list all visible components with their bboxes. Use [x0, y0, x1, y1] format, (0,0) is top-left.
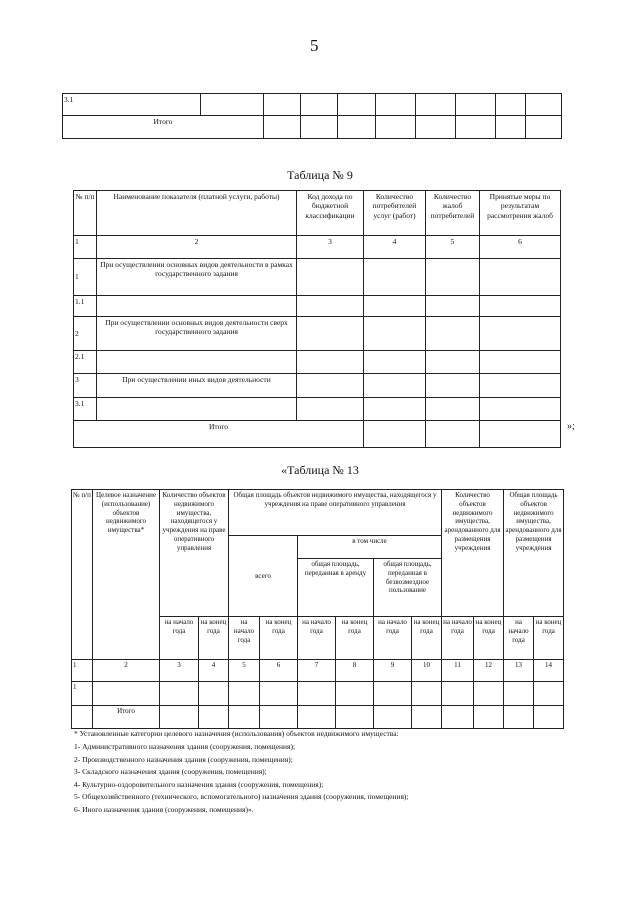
table-row: [74, 398, 561, 421]
col-number: 1: [72, 660, 93, 682]
col-number: 12: [474, 660, 504, 682]
row-number: 1.1: [74, 296, 97, 317]
header-count: Количество объектов недвижимого имущества, находящегося у учреждения на праве оперативного управления: [160, 490, 229, 617]
header-end: на конец года: [260, 617, 298, 660]
row-name: При осуществлении основных видов деятельности в рамках государственного задания: [97, 259, 297, 296]
col-number: 1: [74, 236, 97, 259]
total-label: Итого: [74, 421, 364, 448]
table-row: [72, 682, 564, 706]
col-number: 3: [297, 236, 364, 259]
header-free-use: общая площадь, переданная в безвозмездное пользование: [374, 559, 442, 617]
row-number: 2: [74, 317, 97, 351]
table13-title: «Таблица № 13: [281, 463, 359, 477]
row-number: 2.1: [74, 351, 97, 374]
row-name: [97, 398, 297, 421]
col-number: 13: [504, 660, 534, 682]
col-number: 7: [298, 660, 336, 682]
footnote: 2- Производственного назначения здания (сооружения, помещения);: [74, 755, 293, 764]
col-number: 9: [374, 660, 412, 682]
header-end: на конец года: [412, 617, 442, 660]
row-name: [97, 351, 297, 374]
header-start: на начало года: [442, 617, 474, 660]
header-end: на конец года: [336, 617, 374, 660]
header-code: Код дохода по бюджетной классификации: [297, 191, 364, 236]
header-measures: Принятые меры по результатам рассмотрения жалоб: [480, 191, 561, 236]
header-end: на конец года: [199, 617, 229, 660]
col-number: 6: [260, 660, 298, 682]
header-start: на начало года: [374, 617, 412, 660]
row-name: При осуществлении иных видов деятельности: [97, 374, 297, 398]
row-name: При осуществлении основных видов деятельности сверх государственного задания: [97, 317, 297, 351]
col-number: 11: [442, 660, 474, 682]
col-number: 14: [534, 660, 564, 682]
row-name: [97, 296, 297, 317]
col-number: 5: [426, 236, 480, 259]
header-complaints: Количество жалоб потребителей: [426, 191, 480, 236]
header-num: № п/п: [74, 191, 97, 236]
header-total: всего: [229, 536, 298, 617]
header-end: на конец года: [474, 617, 504, 660]
table-9: [73, 190, 561, 448]
header-consumers: Количество потребителей услуг (работ): [364, 191, 426, 236]
col-number: 6: [480, 236, 561, 259]
table-row: [74, 317, 561, 351]
header-end: на конец года: [534, 617, 564, 660]
footnote: 3- Складского назначения здания (сооружения, помещения);: [74, 767, 267, 776]
row-number: 1: [72, 682, 93, 706]
header-start: на начало года: [504, 617, 534, 660]
total-label: Итого: [93, 706, 160, 729]
header-area: Общая площадь объектов недвижимого имущества, находящегося у учреждения на праве оперативного управления: [229, 490, 442, 536]
table-row: [74, 259, 561, 296]
footnote: * Установленные категории целевого назначения (использования) объектов недвижимого имущества:: [74, 729, 399, 738]
col-number: 5: [229, 660, 260, 682]
header-name: Наименование показателя (платной услуги, работы): [97, 191, 297, 236]
table9-title: Таблица № 9: [287, 168, 353, 182]
footnote: 6- Иного назначения здания (сооружения, помещения)».: [74, 805, 254, 814]
header-purpose: Целевое назначение (использование) объектов недвижимого имущества*: [93, 490, 160, 660]
col-number: 2: [97, 236, 297, 259]
col-number: 10: [412, 660, 442, 682]
closing-quote: »;: [567, 421, 575, 432]
page-number: 5: [310, 36, 319, 55]
row-number: 3: [74, 374, 97, 398]
header-rent: общая площадь, переданная в аренду: [298, 559, 374, 617]
header-including: в том числе: [298, 536, 442, 559]
header-rented-count: Количество объектов недвижимого имущества, арендованного для размещения учреждения: [442, 490, 504, 617]
header-start: на начало года: [229, 617, 260, 660]
footnote: 1- Административного назначения здания (сооружения, помещения);: [74, 742, 296, 751]
col-number: 4: [199, 660, 229, 682]
row-number: 3.1: [63, 94, 201, 116]
col-number: 4: [364, 236, 426, 259]
table-13: [71, 489, 564, 729]
table-row: [74, 374, 561, 398]
header-num: № п/п: [72, 490, 93, 660]
row-number: 3.1: [74, 398, 97, 421]
total-label: Итого: [63, 116, 264, 139]
table-row: [74, 296, 561, 317]
col-number: 3: [160, 660, 199, 682]
footnote: 5- Общехозяйственного (технического, вспомогательного) назначения здания (сооружения, помещения);: [74, 792, 409, 801]
top-table-fragment: [62, 93, 562, 139]
row-number: 1: [74, 259, 97, 296]
header-rented-area: Общая площадь объектов недвижимого имущества, арендованного для размещения учреждения: [504, 490, 564, 617]
col-number: 2: [93, 660, 160, 682]
header-start: на начало года: [298, 617, 336, 660]
header-start: на начало года: [160, 617, 199, 660]
table-row: [74, 351, 561, 374]
footnote: 4- Культурно-оздоровительного назначения здания (сооружения, помещения);: [74, 780, 324, 789]
col-number: 8: [336, 660, 374, 682]
